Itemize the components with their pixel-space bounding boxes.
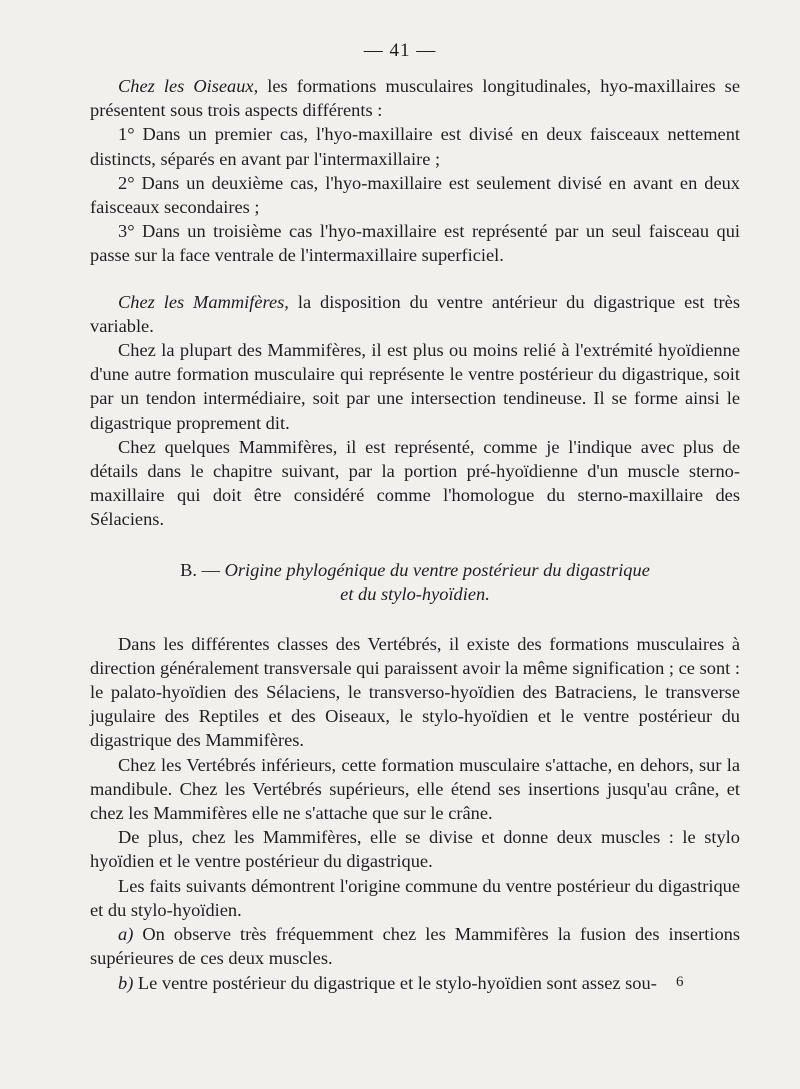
paragraph-text: la disposition du ventre antérieur du digastrique est très variable. — [90, 291, 740, 336]
fact-a — [90, 922, 740, 970]
page-number: — 41 — — [363, 40, 437, 61]
paragraph: Chez la plupart des Mammifères, il est plus ou moins relié à l'extrémité hyoïdienne d'une autre formation musculaire qui représente le ventre postérieur du digastrique, soit par un tendon intermédiaire, soit par une intersection tendineuse. Il se forme ainsi le digastrique proprement dit. — [90, 340, 740, 433]
fact-text: On observe très fréquemment chez les Mammifères la fusion des insertions supérieures de ces deux muscles. — [90, 924, 740, 969]
fact-b — [90, 971, 740, 995]
paragraph: Chez quelques Mammifères, il est représenté, comme je l'indique avec plus de détails dans le chapitre suivant, par la portion pré-hyoïdienne d'un muscle sterno-maxillaire qui doit être considéré comme l'homologue du sterno-maxillaire des Sélaciens. — [90, 436, 740, 530]
paragraph-mammiferes-intro — [90, 290, 740, 338]
paragraph: De plus, chez les Mammifères, elle se divise et donne deux muscles : le stylo hyoïdien et le ventre postérieur du digastrique. — [90, 827, 740, 872]
emphasis: Chez les Oiseaux, — [118, 76, 259, 96]
spacer — [90, 606, 740, 632]
signature-mark: 6 — [676, 974, 684, 990]
emphasis: Chez les Mammifères, — [118, 291, 289, 312]
section-heading-line-2: et du stylo-hyoïdien. — [340, 583, 490, 604]
list-item-3: 3° Dans un troisième cas l'hyo-maxillaire est représenté par un seul faisceau qui passe sur la face ventrale de l'intermaxillaire superficiel. — [90, 221, 740, 266]
list-item-2: 2° Dans un deuxième cas, l'hyo-maxillaire est seulement divisé en avant en deux faisceaux secondaires ; — [90, 172, 740, 218]
section-label: B. — — [180, 559, 225, 580]
list-item-1: 1° Dans un premier cas, l'hyo-maxillaire est divisé en deux faisceaux nettement distincts, séparés en avant par l'intermaxillaire ; — [90, 124, 740, 169]
fact-marker: b) — [118, 972, 134, 993]
fact-marker: a) — [118, 924, 134, 945]
spacer — [90, 532, 740, 558]
paragraph: Chez les Vertébrés inférieurs, cette formation musculaire s'attache, en dehors, sur la mandibule. Chez les Vertébrés supérieurs, elle étend ses insertions jusqu'au crâne, et chez les Mammifères elle ne s'attache que sur le crâne. — [90, 754, 740, 824]
paragraph-oiseaux-intro — [90, 74, 740, 122]
section-title: Origine phylogénique du ventre postérieur du digastrique — [224, 559, 650, 580]
paragraph: Les faits suivants démontrent l'origine commune du ventre postérieur du digastrique et du stylo-hyoïdien. — [90, 875, 740, 920]
paragraph-text: les formations musculaires longitudinales, hyo-maxillaires se présentent sous trois aspects différents : — [90, 76, 740, 121]
section-heading-line-1 — [90, 558, 740, 582]
section-heading — [90, 558, 740, 606]
body-text — [90, 74, 740, 995]
paragraph: Dans les différentes classes des Vertébrés, il existe des formations musculaires à direction généralement transversale qui paraissent avoir la même signification ; ce sont : le palato-hyoïdien des Sélaciens, le transverso-hyoïdien des Batraciens, le transverse jugulaire des Reptiles et des Oiseaux, le stylo-hyoïdien et le ventre postérieur du digastrique des Mammifères. — [90, 633, 740, 751]
spacer — [90, 268, 740, 290]
fact-text: Le ventre postérieur du digastrique et le stylo-hyoïdien sont assez sou- — [133, 972, 657, 993]
